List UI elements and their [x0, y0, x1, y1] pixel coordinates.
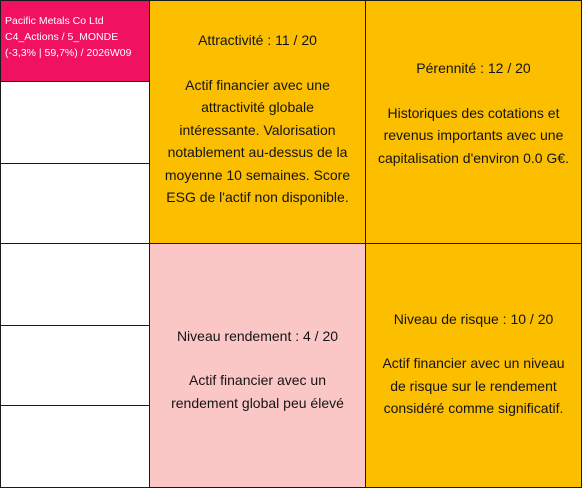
blank-cell-1[interactable] [0, 81, 150, 164]
asset-performance-week: (-3,3% | 59,7%) / 2026W09 [5, 47, 132, 59]
asset-name: Pacific Metals Co Ltd [5, 15, 104, 27]
risque-panel[interactable] [365, 243, 582, 488]
attractivite-title: Attractivité : 11 / 20 [198, 32, 317, 48]
rendement-text: Actif financier avec un rendement global peu élevé [171, 372, 344, 411]
blank-cell-4[interactable] [0, 325, 150, 406]
blank-cell-5[interactable] [0, 405, 150, 488]
blank-cell-2[interactable] [0, 163, 150, 244]
rendement-title: Niveau rendement : 4 / 20 [176, 327, 339, 344]
attractivite-text: Actif financier avec une attractivité globale intéressante. Valorisation notablement au-dessus de la moyenne 10 semaines. Score ESG de l'actif non disponible. [164, 76, 351, 205]
attractivite-panel[interactable] [149, 0, 366, 244]
asset-header-cell[interactable] [0, 0, 150, 82]
perennite-panel[interactable] [365, 0, 582, 244]
blank-cell-3[interactable] [0, 243, 150, 326]
rendement-panel[interactable] [149, 243, 366, 488]
perennite-text: Historiques des cotations et revenus importants avec une capitalisation d'environ 0.0 G€. [377, 104, 569, 166]
risque-title: Niveau de risque : 10 / 20 [393, 310, 554, 327]
risque-text: Actif financier avec un niveau de risque sur le rendement considéré comme significatif. [382, 355, 565, 416]
perennite-title: Pérennité : 12 / 20 [416, 60, 531, 76]
asset-category: C4_Actions / 5_MONDE [5, 31, 119, 43]
